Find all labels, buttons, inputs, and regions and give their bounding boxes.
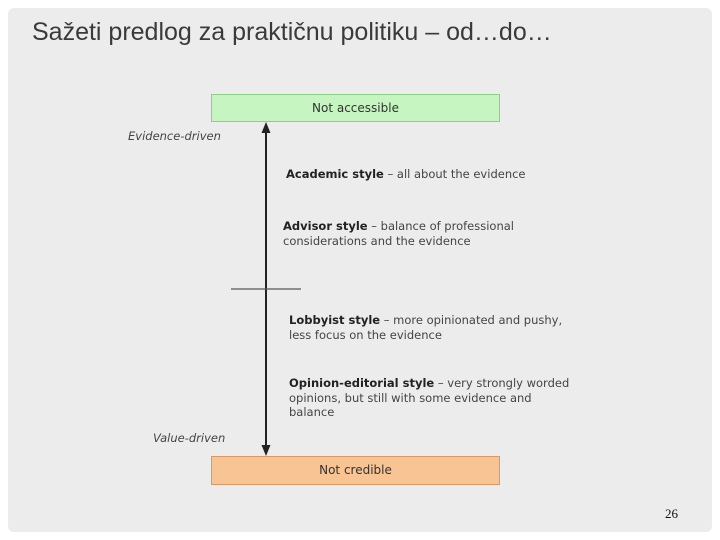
opinion-editorial-style-name: Opinion-editorial style [289, 376, 435, 390]
value-driven-label: Value-driven [153, 431, 226, 445]
advisor-style-item [283, 219, 573, 248]
opinion-editorial-style-description: – very strongly worded opinions, but still with some evidence and balance [289, 376, 570, 419]
not-credible-box: Not credible [211, 456, 500, 485]
academic-style-description: – all about the evidence [383, 167, 526, 181]
evidence-driven-label: Evidence-driven [128, 129, 221, 143]
academic-style-name: Academic style [286, 167, 384, 181]
page-number: 26 [665, 506, 678, 521]
advisor-style-name: Advisor style [283, 219, 368, 233]
not-accessible-box: Not accessible [211, 94, 500, 122]
academic-style-item [286, 167, 586, 182]
lobbyist-style-name: Lobbyist style [289, 313, 381, 327]
lobbyist-style-item [289, 313, 579, 342]
advisor-style-description: – balance of professional considerations and the evidence [283, 219, 514, 248]
content-panel [8, 8, 712, 532]
slide-title: Sažeti predlog za praktičnu politiku – od…do… [32, 18, 552, 46]
opinion-editorial-style-item [289, 376, 579, 420]
lobbyist-style-description: – more opinionated and pushy, less focus on the evidence [289, 313, 563, 342]
